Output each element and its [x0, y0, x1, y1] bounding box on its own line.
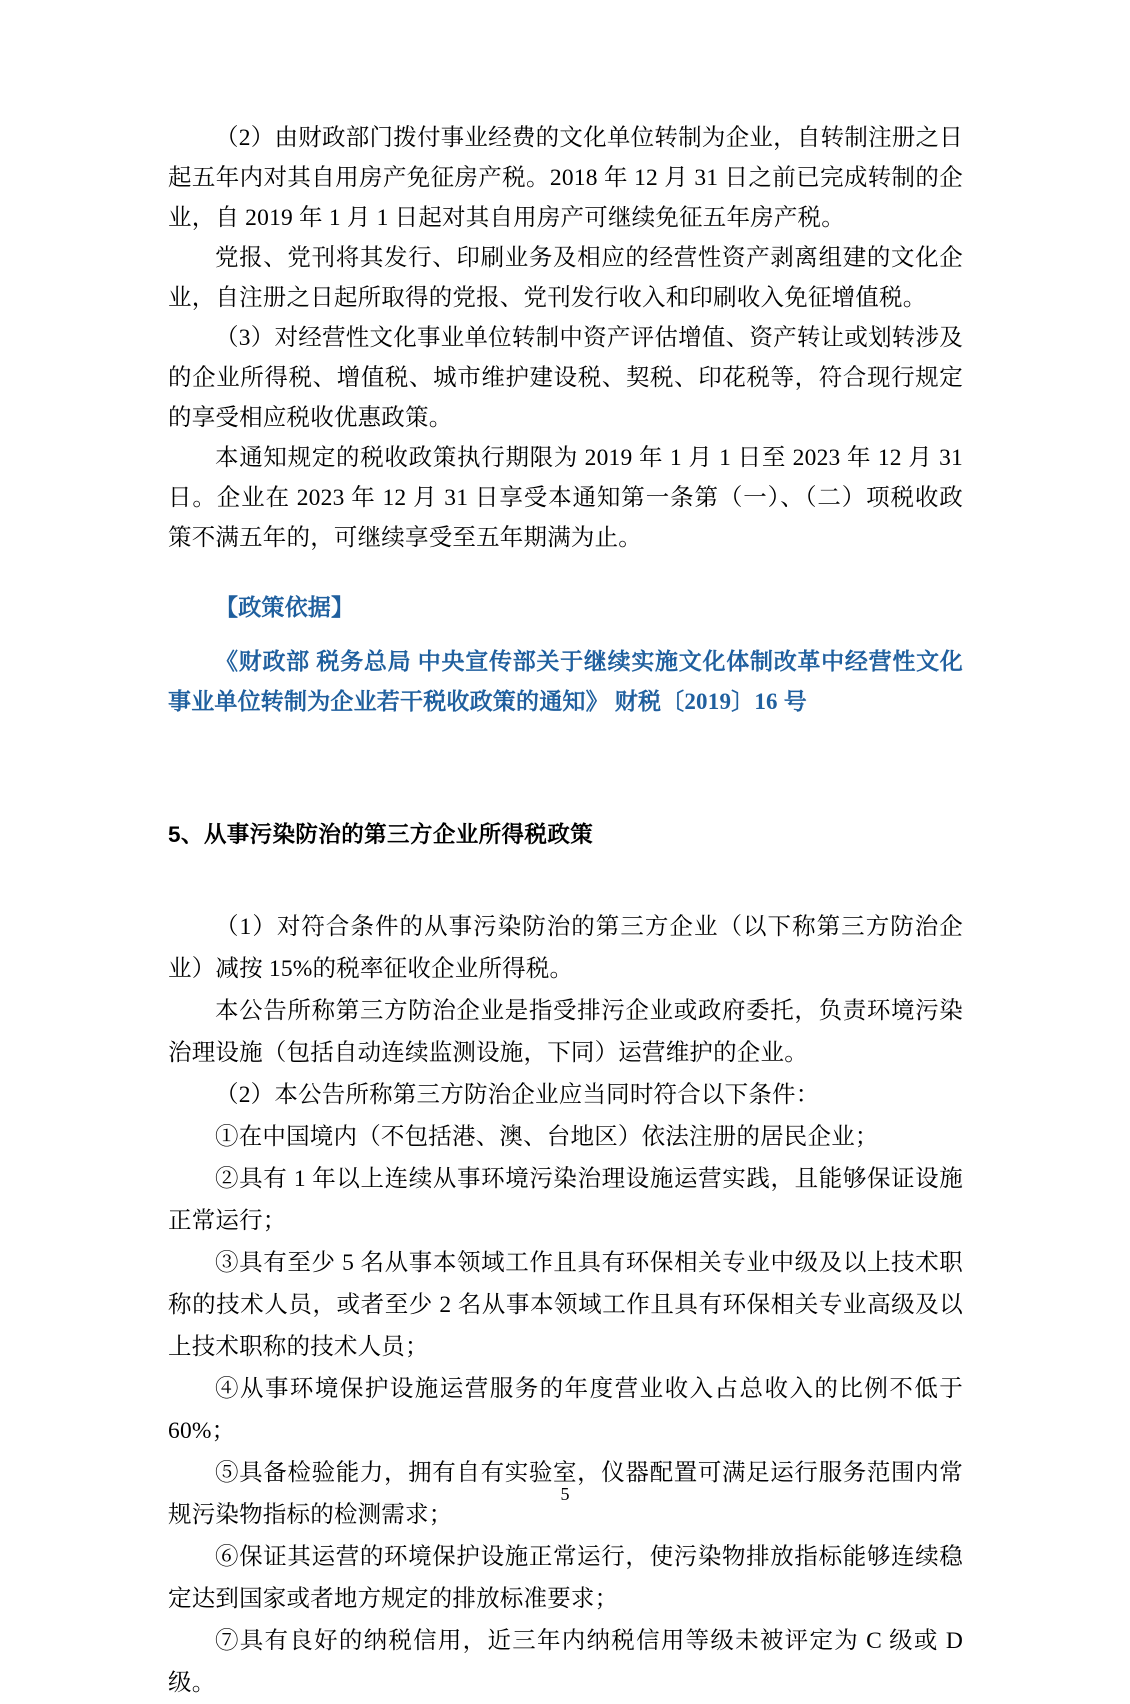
paragraph: （2）由财政部门拨付事业经费的文化单位转制为企业，自转制注册之日起五年内对其自用房产免征房产税。2018 年 12 月 31 日之前已完成转制的企业，自 2019 年 1 月 1 日起对其自用房产可继续免征五年房产税。: [168, 125, 963, 231]
spacer: [168, 852, 963, 906]
page-content: [168, 118, 963, 1704]
paragraph: （2）本公告所称第三方防治企业应当同时符合以下条件：: [215, 1082, 820, 1108]
section-two: [168, 906, 963, 1704]
paragraph: ⑥保证其运营的环境保护设施正常运行，使污染物排放指标能够连续稳定达到国家或者地方规定的排放标准要求；: [168, 1544, 963, 1612]
policy-reference: 《财政部 税务总局 中央宣传部关于继续实施文化体制改革中经营性文化事业单位转制为企业若干税收政策的通知》 财税〔2019〕16 号: [168, 649, 963, 714]
paragraph: 本公告所称第三方防治企业是指受排污企业或政府委托，负责环境污染治理设施（包括自动连续监测设施，下同）运营维护的企业。: [168, 998, 963, 1066]
paragraph: ⑦具有良好的纳税信用，近三年内纳税信用等级未被评定为 C 级或 D 级。: [168, 1628, 963, 1696]
paragraph: 本通知规定的税收政策执行期限为 2019 年 1 月 1 日至 2023 年 12 月 31 日。企业在 2023 年 12 月 31 日享受本通知第一条第（一）、（二）项税收政策不满五年的，可继续享受至五年期满为止。: [168, 445, 963, 551]
paragraph: （1）对符合条件的从事污染防治的第三方企业（以下称第三方防治企业）减按 15%的税率征收企业所得税。: [168, 914, 963, 982]
section-heading: 5、从事污染防治的第三方企业所得税政策: [168, 822, 594, 847]
policy-basis-label: 【政策依据】: [215, 595, 355, 620]
paragraph: ②具有 1 年以上连续从事环境污染治理设施运营实践，且能够保证设施正常运行；: [168, 1166, 963, 1234]
paragraph: ④从事环境保护设施运营服务的年度营业收入占总收入的比例不低于 60%；: [168, 1376, 963, 1444]
paragraph: 党报、党刊将其发行、印刷业务及相应的经营性资产剥离组建的文化企业，自注册之日起所取得的党报、党刊发行收入和印刷收入免征增值税。: [168, 245, 963, 311]
paragraph: ①在中国境内（不包括港、澳、台地区）依法注册的居民企业；: [215, 1124, 879, 1150]
paragraph: （3）对经营性文化事业单位转制中资产评估增值、资产转让或划转涉及的企业所得税、增值税、城市维护建设税、契税、印花税等，符合现行规定的享受相应税收优惠政策。: [168, 325, 963, 431]
page-number: 5: [560, 1484, 570, 1504]
paragraph: ⑤具备检验能力，拥有自有实验室，仪器配置可满足运行服务范围内常规污染物指标的检测需求；: [168, 1460, 963, 1528]
section-one: [168, 118, 963, 722]
paragraph: ③具有至少 5 名从事本领域工作且具有环保相关专业中级及以上技术职称的技术人员，或者至少 2 名从事本领域工作且具有环保相关专业高级及以上技术职称的技术人员；: [168, 1250, 963, 1360]
